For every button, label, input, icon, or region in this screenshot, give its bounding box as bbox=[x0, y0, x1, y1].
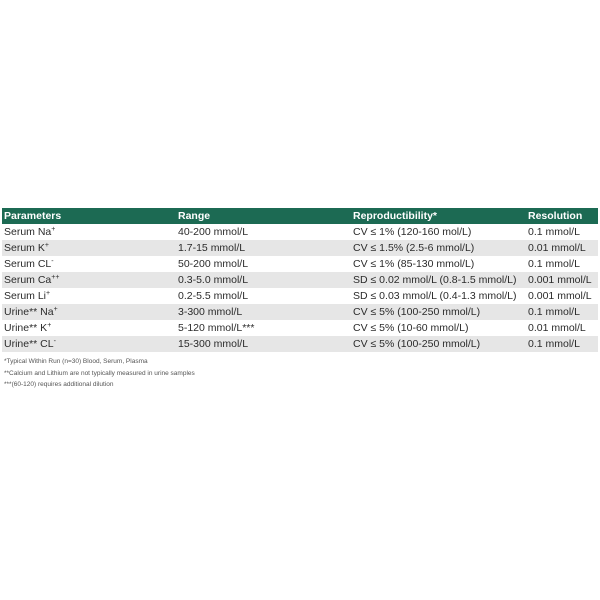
ion-charge: + bbox=[53, 306, 58, 313]
cell-resolution: 0.1 mmol/L bbox=[526, 304, 598, 320]
cell-range: 50-200 mmol/L bbox=[176, 256, 351, 272]
table-header-row bbox=[2, 208, 598, 224]
table-row bbox=[2, 256, 598, 272]
cell-reproductibility: CV ≤ 1% (85-130 mmol/L) bbox=[351, 256, 526, 272]
cell-range: 5-120 mmol/L*** bbox=[176, 320, 351, 336]
cell-range: 15-300 mmol/L bbox=[176, 336, 351, 352]
cell-reproductibility: CV ≤ 5% (100-250 mmol/L) bbox=[351, 336, 526, 352]
parameter-name: Serum Ca bbox=[4, 274, 52, 286]
ion-charge: + bbox=[44, 242, 49, 249]
footnote: *Typical Within Run (n=30) Blood, Serum, Plasma bbox=[4, 358, 148, 365]
cell-parameter bbox=[2, 320, 176, 336]
cell-resolution: 0.1 mmol/L bbox=[526, 336, 598, 352]
cell-resolution: 0.1 mmol/L bbox=[526, 224, 598, 240]
footnotes bbox=[4, 356, 195, 391]
cell-range: 0.2-5.5 mmol/L bbox=[176, 288, 351, 304]
parameter-name: Urine** Na bbox=[4, 306, 54, 318]
footnote: **Calcium and Lithium are not typically measured in urine samples bbox=[4, 369, 195, 377]
parameter-name: Urine** K bbox=[4, 322, 48, 334]
cell-reproductibility: CV ≤ 1.5% (2.5-6 mmol/L) bbox=[351, 240, 526, 256]
parameter-name: Urine** CL bbox=[4, 338, 54, 350]
cell-resolution: 0.01 mmol/L bbox=[526, 240, 598, 256]
header-reproductibility: Reproductibility* bbox=[351, 208, 526, 224]
parameter-name: Serum Li bbox=[4, 290, 47, 302]
specifications-table bbox=[2, 208, 598, 352]
cell-reproductibility: CV ≤ 5% (100-250 mmol/L) bbox=[351, 304, 526, 320]
ion-charge: + bbox=[47, 322, 52, 329]
cell-parameter bbox=[2, 224, 176, 240]
cell-range: 40-200 mmol/L bbox=[176, 224, 351, 240]
cell-reproductibility: SD ≤ 0.02 mmol/L (0.8-1.5 mmol/L) bbox=[351, 272, 526, 288]
table-row bbox=[2, 336, 598, 352]
cell-range: 0.3-5.0 mmol/L bbox=[176, 272, 351, 288]
header-parameters: Parameters bbox=[2, 208, 176, 224]
parameter-name: Serum K bbox=[4, 242, 45, 254]
table-row bbox=[2, 320, 598, 336]
cell-parameter bbox=[2, 240, 176, 256]
table-row bbox=[2, 224, 598, 240]
cell-parameter bbox=[2, 304, 176, 320]
cell-range: 1.7-15 mmol/L bbox=[176, 240, 351, 256]
ion-charge: ++ bbox=[51, 274, 60, 281]
parameter-name: Serum CL bbox=[4, 258, 52, 270]
cell-resolution: 0.001 mmol/L bbox=[526, 288, 598, 304]
parameter-name: Serum Na bbox=[4, 226, 52, 238]
ion-charge: + bbox=[46, 290, 51, 297]
table-row bbox=[2, 288, 598, 304]
footnote: ***(60-120) requires additional dilution bbox=[4, 381, 114, 388]
header-resolution: Resolution bbox=[526, 208, 598, 224]
cell-resolution: 0.01 mmol/L bbox=[526, 320, 598, 336]
cell-resolution: 0.1 mmol/L bbox=[526, 256, 598, 272]
header-range: Range bbox=[176, 208, 351, 224]
ion-charge: + bbox=[51, 226, 56, 233]
cell-reproductibility: CV ≤ 5% (10-60 mmol/L) bbox=[351, 320, 526, 336]
table-row bbox=[2, 240, 598, 256]
cell-parameter bbox=[2, 272, 176, 288]
ion-charge: - bbox=[53, 338, 56, 345]
cell-parameter bbox=[2, 288, 176, 304]
cell-resolution: 0.001 mmol/L bbox=[526, 272, 598, 288]
table-body bbox=[2, 224, 598, 352]
cell-range: 3-300 mmol/L bbox=[176, 304, 351, 320]
ion-charge: - bbox=[51, 258, 54, 265]
cell-reproductibility: CV ≤ 1% (120-160 mol/L) bbox=[351, 224, 526, 240]
cell-parameter bbox=[2, 336, 176, 352]
cell-reproductibility: SD ≤ 0.03 mmol/L (0.4-1.3 mmol/L) bbox=[351, 288, 526, 304]
cell-parameter bbox=[2, 256, 176, 272]
table-row bbox=[2, 272, 598, 288]
table-row bbox=[2, 304, 598, 320]
